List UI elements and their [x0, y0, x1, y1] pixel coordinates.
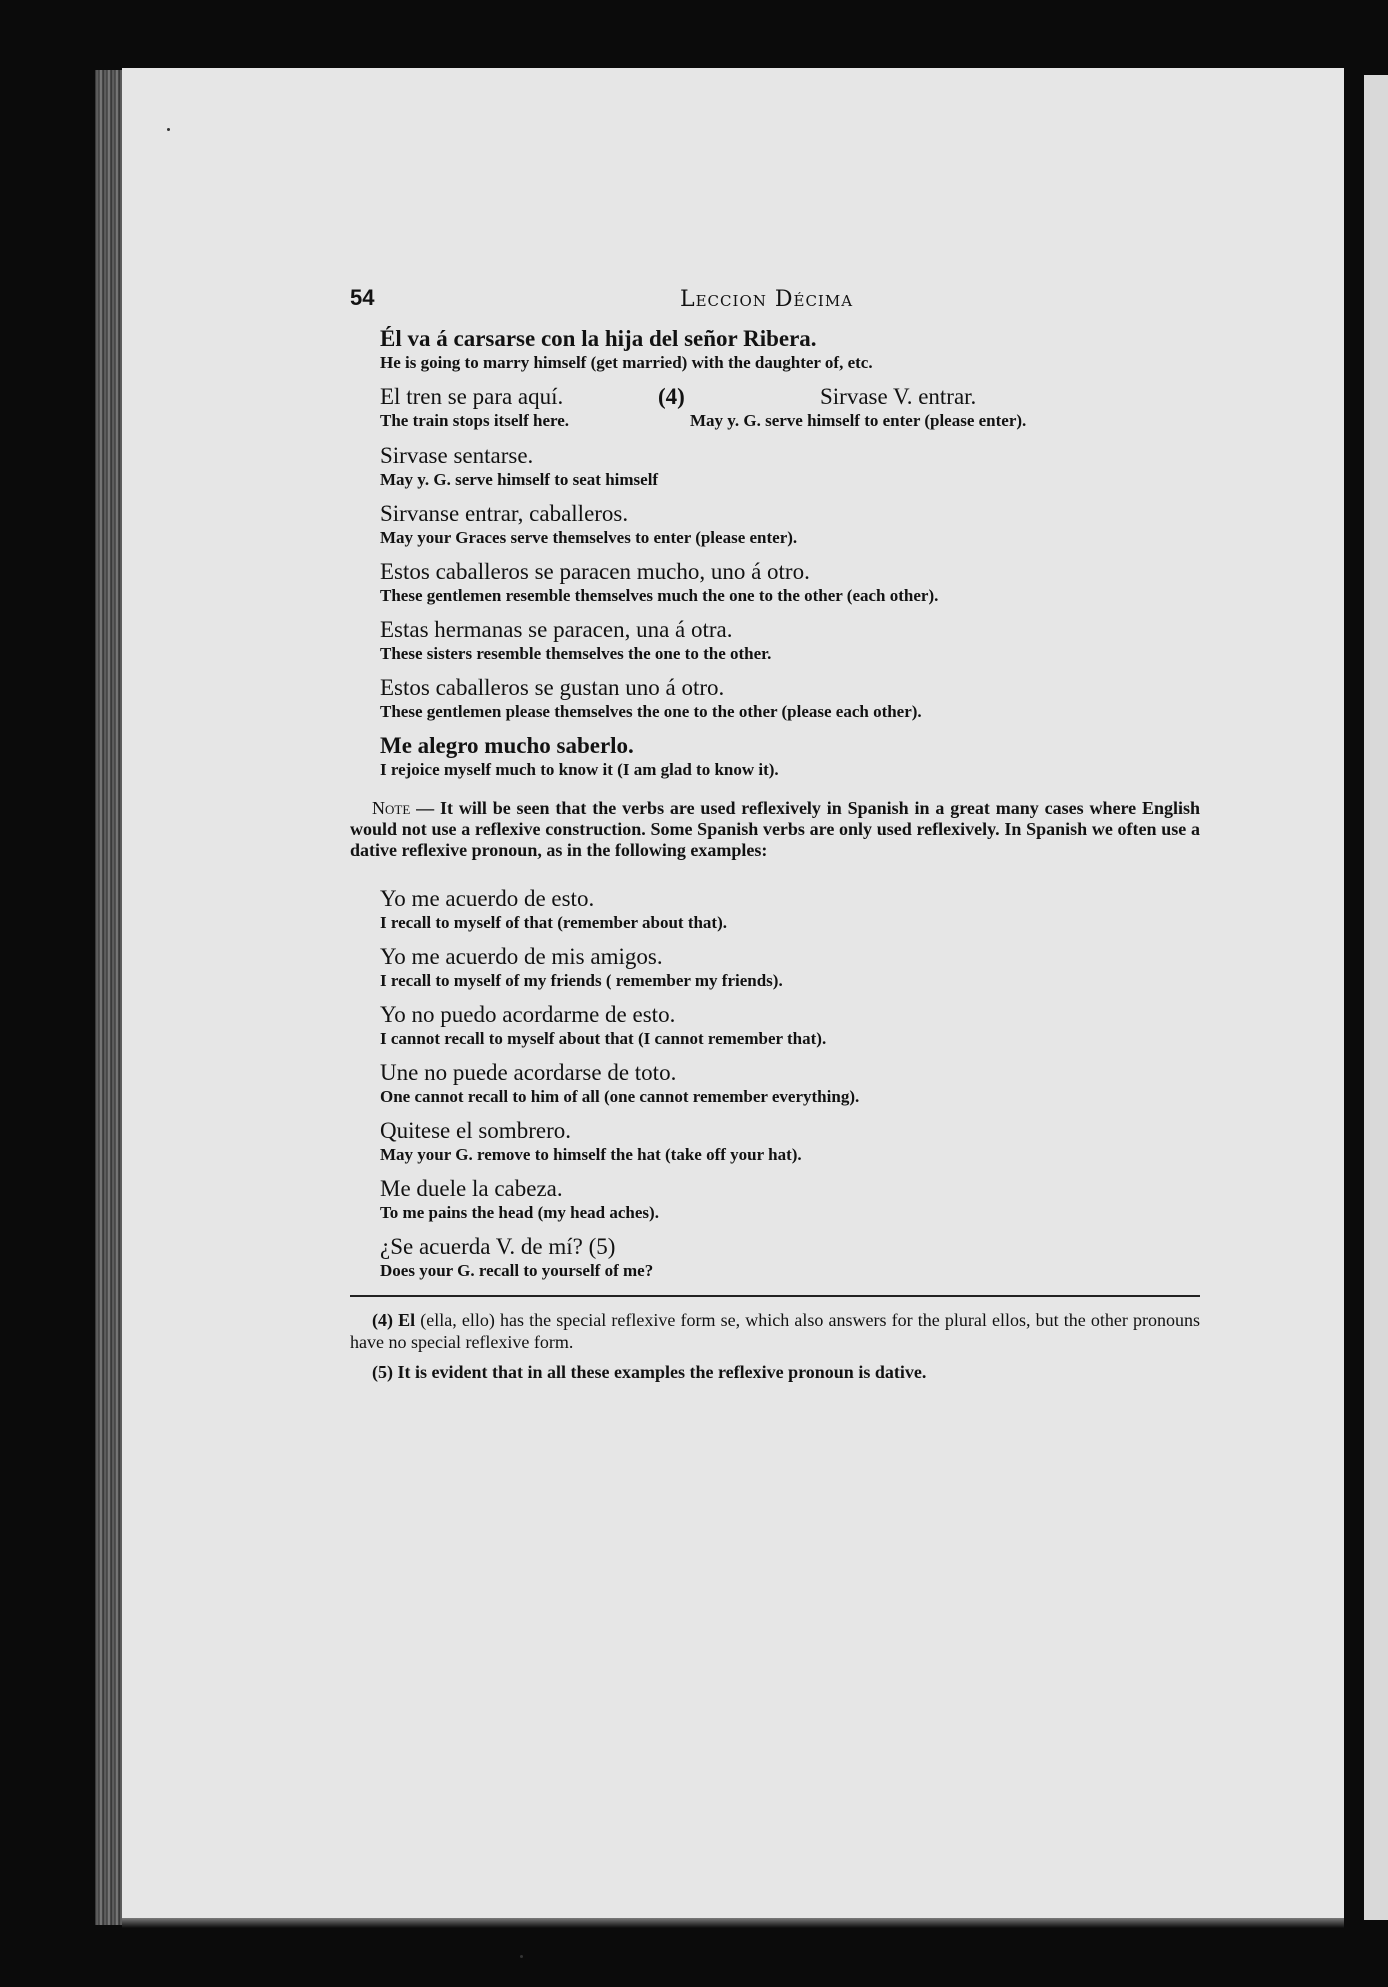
example-pair — [380, 943, 1200, 991]
spanish-sentence: Yo me acuerdo de esto. — [380, 886, 595, 911]
english-translation: These gentlemen resemble themselves much the one to the other (each other). — [380, 586, 939, 605]
english-translation: May y. G. serve himself to seat himself — [380, 470, 659, 489]
example-pair — [380, 1233, 1200, 1281]
english-translation: These sisters resemble themselves the one to the other. — [380, 644, 772, 663]
note-text: — It will be seen that the verbs are used reflexively in Spanish in a great many cases where English would not use a reflexive construction. Some Spanish verbs are only used reflexively. In Spanish we often use a dative reflexive pronoun, as in the following examples: — [350, 798, 1200, 860]
example-pair — [380, 885, 1200, 933]
english-translation: He is going to marry himself (get married) with the daughter of, etc. — [380, 353, 873, 372]
spanish-sentence: Me alegro mucho saberlo. — [380, 733, 634, 758]
spanish-sentence: Estas hermanas se paracen, una á otra. — [380, 617, 733, 642]
english-translation: The train stops itself here. — [380, 411, 570, 430]
spanish-sentence: Sirvase sentarse. — [380, 443, 534, 468]
english-translation: I cannot recall to myself about that (I cannot remember that). — [380, 1029, 827, 1048]
spanish-sentence: Yo no puedo acordarme de esto. — [380, 1002, 676, 1027]
footnote — [350, 1361, 1200, 1383]
english-translation: To me pains the head (my head aches). — [380, 1203, 659, 1222]
grammar-note — [350, 798, 1200, 861]
example-pair — [380, 442, 1200, 490]
running-head: Leccion Décima — [680, 287, 854, 312]
note-label: Note — [372, 798, 411, 818]
spanish-sentence: ¿Se acuerda V. de mí? (5) — [380, 1234, 616, 1259]
english-translation: May your G. remove to himself the hat (take off your hat). — [380, 1145, 802, 1164]
footnote-text: It is evident that in all these examples the reflexive pronoun is dative. — [393, 1362, 927, 1382]
spanish-sentence: Yo me acuerdo de mis amigos. — [380, 944, 663, 969]
spanish-sentence: Me duele la cabeza. — [380, 1176, 563, 1201]
example-pair — [380, 732, 1200, 780]
english-translation: I recall to myself of that (remember about that). — [380, 913, 728, 932]
spanish-sentence: Quitese el sombrero. — [380, 1118, 571, 1143]
footnote-text: (ella, ello) has the special reflexive form se, which also answers for the plural ellos, but the other pronouns have no special reflexive form. — [350, 1310, 1200, 1352]
facing-page-edge — [1364, 75, 1388, 1920]
scan-speck — [520, 1955, 523, 1958]
page-content — [350, 285, 1200, 1391]
spanish-sentence: Estos caballeros se gustan uno á otro. — [380, 675, 725, 700]
spanish-sentence: Él va á carsarse con la hija del señor Ribera. — [380, 326, 817, 351]
example-pair — [380, 1059, 1200, 1107]
spanish-sentence: Estos caballeros se paracen mucho, uno á otro. — [380, 559, 810, 584]
english-translation: Does your G. recall to yourself of me? — [380, 1261, 654, 1280]
example-pair — [380, 1117, 1200, 1165]
spanish-sentence: Sirvanse entrar, caballeros. — [380, 501, 629, 526]
english-translation: I recall to myself of my friends ( remember my friends). — [380, 971, 783, 990]
spanish-sentence: Une no puede acordarse de toto. — [380, 1060, 677, 1085]
example-pair-split — [380, 383, 1200, 432]
english-translation: May y. G. serve himself to enter (please enter). — [690, 411, 1027, 430]
page-number: 54 — [350, 285, 375, 310]
example-pair — [380, 558, 1200, 606]
example-pair — [380, 1175, 1200, 1223]
footnote-rule — [350, 1295, 1200, 1297]
example-pair — [380, 325, 1200, 373]
footnote-marker: (5) — [372, 1362, 393, 1382]
spanish-sentence: El tren se para aquí. — [380, 384, 564, 409]
footnote — [350, 1309, 1200, 1353]
english-translation: These gentlemen please themselves the one to the other (please each other). — [380, 702, 922, 721]
example-pair — [380, 616, 1200, 664]
footnote-marker: (4) — [658, 384, 685, 409]
example-pair — [380, 674, 1200, 722]
english-translation: I rejoice myself much to know it (I am glad to know it). — [380, 760, 779, 779]
footnote-marker: (4) El — [372, 1310, 416, 1330]
english-translation: One cannot recall to him of all (one cannot remember everything). — [380, 1087, 860, 1106]
spanish-sentence: Sirvase V. entrar. — [820, 384, 977, 409]
page-header — [350, 285, 1200, 325]
page-bottom-shadow — [122, 1918, 1344, 1928]
example-pair — [380, 1001, 1200, 1049]
english-translation: May your Graces serve themselves to enter (please enter). — [380, 528, 798, 547]
scan-speck — [167, 128, 170, 131]
example-pair — [380, 500, 1200, 548]
